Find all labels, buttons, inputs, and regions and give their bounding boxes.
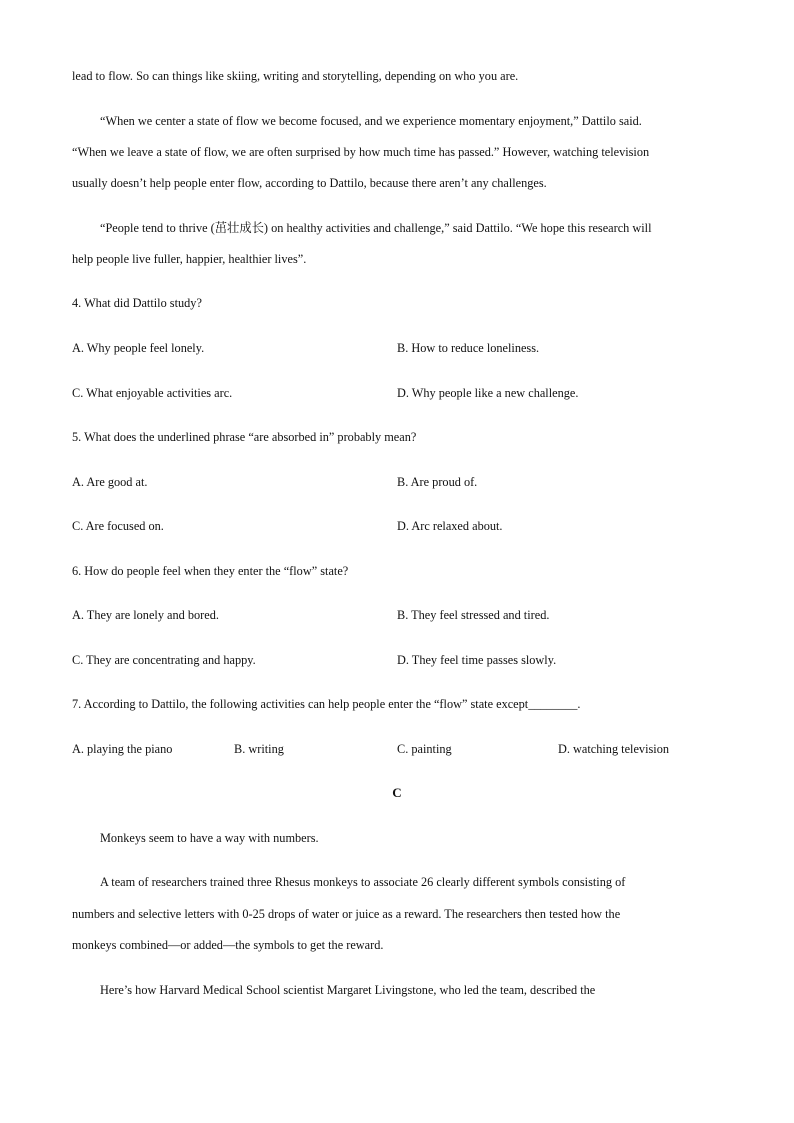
question-4-option-b: B. How to reduce loneliness. (397, 341, 540, 355)
passage-b-paragraph-2-line-2: “When we leave a state of flow, we are often surprised by how much time has passed.” However, watching television (72, 145, 650, 159)
passage-b-paragraph-2-line-1: “When we center a state of flow we become focused, and we experience momentary enjoyment,” Dattilo said. (100, 114, 642, 128)
question-5-option-d: D. Arc relaxed about. (397, 519, 503, 533)
question-7-option-a: A. playing the piano (72, 742, 173, 756)
question-6-option-b: B. They feel stressed and tired. (397, 608, 550, 622)
section-c-paragraph-2-line-2: numbers and selective letters with 0-25 drops of water or juice as a reward. The researchers then tested how the (72, 907, 621, 921)
question-4-stem: 4. What did Dattilo study? (72, 296, 202, 310)
question-6-stem: 6. How do people feel when they enter the “flow” state? (72, 564, 349, 578)
question-5-option-a: A. Are good at. (72, 475, 148, 489)
passage-b-paragraph-3-line-1: “People tend to thrive (茁壮成长) on healthy activities and challenge,” said Dattilo. “We hope this research will (100, 221, 652, 235)
question-6-option-c: C. They are concentrating and happy. (72, 653, 256, 667)
question-5-option-c: C. Are focused on. (72, 519, 164, 533)
question-7-stem: 7. According to Dattilo, the following activities can help people enter the “flow” state except________. (72, 697, 581, 711)
question-4-option-c: C. What enjoyable activities arc. (72, 386, 233, 400)
section-c-paragraph-1: Monkeys seem to have a way with numbers. (100, 831, 319, 845)
section-c-paragraph-2-line-3: monkeys combined—or added—the symbols to get the reward. (72, 938, 384, 952)
question-7-option-c: C. painting (397, 742, 452, 756)
section-c-paragraph-2-line-1: A team of researchers trained three Rhesus monkeys to associate 26 clearly different symbols consisting of (100, 875, 626, 889)
question-4-option-d: D. Why people like a new challenge. (397, 386, 579, 400)
question-6-option-d: D. They feel time passes slowly. (397, 653, 557, 667)
question-7-option-d: D. watching television (558, 742, 669, 756)
question-5-option-b: B. Are proud of. (397, 475, 478, 489)
passage-b-paragraph-1-end: lead to flow. So can things like skiing, writing and storytelling, depending on who you are. (72, 69, 519, 83)
section-c-paragraph-3-line-1: Here’s how Harvard Medical School scientist Margaret Livingstone, who led the team, described the (100, 983, 596, 997)
question-5-stem: 5. What does the underlined phrase “are absorbed in” probably mean? (72, 430, 417, 444)
section-c-heading: C (392, 785, 402, 800)
passage-b-paragraph-2-line-3: usually doesn’t help people enter flow, according to Dattilo, because there aren’t any challenges. (72, 176, 547, 190)
question-7-option-b: B. writing (234, 742, 284, 756)
question-6-option-a: A. They are lonely and bored. (72, 608, 219, 622)
question-4-option-a: A. Why people feel lonely. (72, 341, 205, 355)
passage-b-paragraph-3-line-2: help people live fuller, happier, healthier lives”. (72, 252, 307, 266)
